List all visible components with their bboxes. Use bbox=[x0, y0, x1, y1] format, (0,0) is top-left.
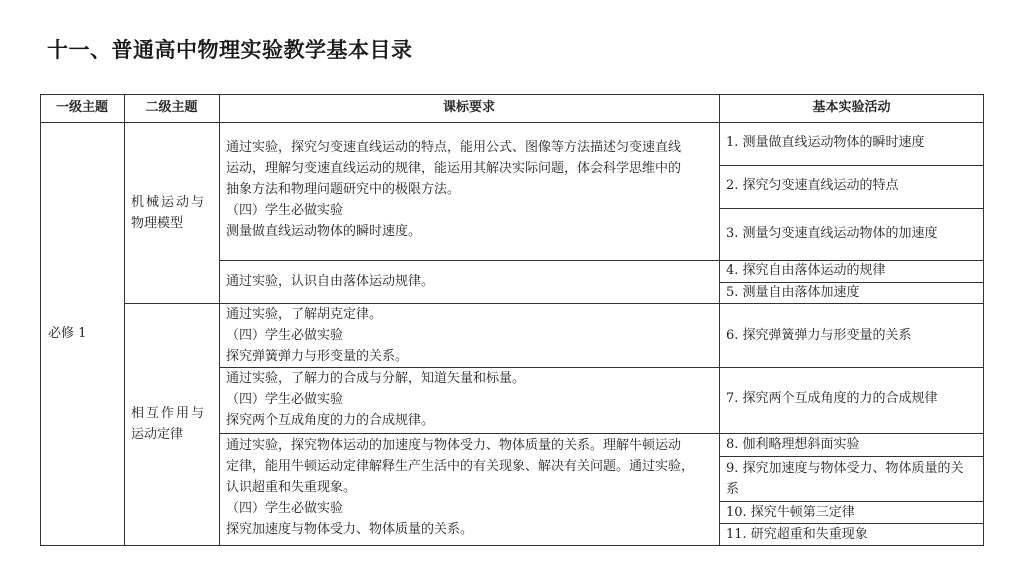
table-border-left bbox=[40, 94, 41, 546]
requirement-1 bbox=[226, 137, 718, 242]
requirement-3 bbox=[226, 304, 718, 367]
requirement-line: 通过实验，认识自由落体运动规律。 bbox=[226, 274, 435, 289]
activity-9-line1: 9. 探究加速度与物体受力、物体质量的关 bbox=[726, 461, 964, 476]
requirement-line: 探究加速度与物体受力、物体质量的关系。 bbox=[226, 522, 474, 537]
requirement-line: （四）学生必做实验 bbox=[226, 203, 344, 218]
col-divider-1 bbox=[124, 94, 125, 546]
table-border-bottom bbox=[40, 545, 984, 546]
header-requirement: 课标要求 bbox=[442, 100, 495, 115]
requirement-line: 探究两个互成角度的力的合成规律。 bbox=[226, 413, 435, 428]
activity-8: 8. 伽利略理想斜面实验 bbox=[726, 437, 860, 452]
requirement-5 bbox=[226, 435, 718, 540]
header-divider bbox=[40, 122, 984, 123]
table-border-right bbox=[983, 94, 984, 546]
col-divider-3 bbox=[719, 94, 720, 546]
requirement-line: （四）学生必做实验 bbox=[226, 328, 344, 343]
requirement-line: 抽象方法和物理问题研究中的极限方法。 bbox=[226, 182, 461, 197]
requirement-line: 通过实验，探究物体运动的加速度与物体受力、物体质量的关系。理解牛顿运动 bbox=[226, 438, 682, 453]
header-level2: 二级主题 bbox=[145, 100, 198, 115]
page-title: 十一、普通高中物理实验教学基本目录 bbox=[47, 38, 413, 62]
act-divider-2 bbox=[719, 208, 984, 209]
activity-10: 10. 探究牛顿第三定律 bbox=[726, 505, 855, 520]
level2-interaction-line1: 相互作用与 bbox=[131, 406, 207, 421]
requirement-line: 探究弹簧弹力与形变量的关系。 bbox=[226, 349, 409, 364]
act-divider-1 bbox=[719, 165, 984, 166]
activity-2: 2. 探究匀变速直线运动的特点 bbox=[726, 178, 899, 193]
level1-topic: 必修 1 bbox=[48, 326, 87, 341]
activity-7: 7. 探究两个互成角度的力的合成规律 bbox=[726, 391, 938, 406]
requirement-line: 通过实验，探究匀变速直线运动的特点，能用公式、图像等方法描述匀变速直线 bbox=[226, 140, 682, 155]
requirement-line: （四）学生必做实验 bbox=[226, 501, 344, 516]
level2-mechanics-line1: 机械运动与 bbox=[131, 195, 207, 210]
requirement-4 bbox=[226, 368, 718, 431]
activity-3: 3. 测量匀变速直线运动物体的加速度 bbox=[726, 226, 938, 241]
requirement-line: 通过实验，了解胡克定律。 bbox=[226, 307, 383, 322]
activity-9 bbox=[726, 458, 982, 500]
requirement-line: 运动，理解匀变速直线运动的规律，能运用其解决实际问题，体会科学思维中的 bbox=[226, 161, 682, 176]
header-activity: 基本实验活动 bbox=[812, 100, 891, 115]
activity-4: 4. 探究自由落体运动的规律 bbox=[726, 263, 886, 278]
requirement-line: 认识超重和失重现象。 bbox=[226, 480, 357, 495]
activity-6: 6. 探究弹簧弹力与形变量的关系 bbox=[726, 328, 912, 343]
requirement-line: 通过实验，了解力的合成与分解，知道矢量和标量。 bbox=[226, 371, 526, 386]
header-level1: 一级主题 bbox=[55, 100, 108, 115]
experiment-catalog-table bbox=[40, 94, 984, 546]
level2-mechanics-line2: 物理模型 bbox=[131, 216, 184, 231]
requirement-line: 测量做直线运动物体的瞬时速度。 bbox=[226, 224, 422, 239]
requirement-line: （四）学生必做实验 bbox=[226, 392, 344, 407]
requirement-line: 定律，能用牛顿运动定律解释生产生活中的有关现象、解决有关问题。通过实验， bbox=[226, 459, 695, 474]
activity-5: 5. 测量自由落体加速度 bbox=[726, 285, 860, 300]
act-divider-4 bbox=[719, 456, 984, 457]
activity-9-line2: 系 bbox=[726, 482, 740, 497]
col-divider-2 bbox=[219, 94, 220, 546]
requirement-2 bbox=[226, 271, 718, 292]
level2-interaction-line2: 运动定律 bbox=[131, 427, 184, 442]
activity-11: 11. 研究超重和失重现象 bbox=[726, 527, 868, 542]
activity-1: 1. 测量做直线运动物体的瞬时速度 bbox=[726, 135, 925, 150]
